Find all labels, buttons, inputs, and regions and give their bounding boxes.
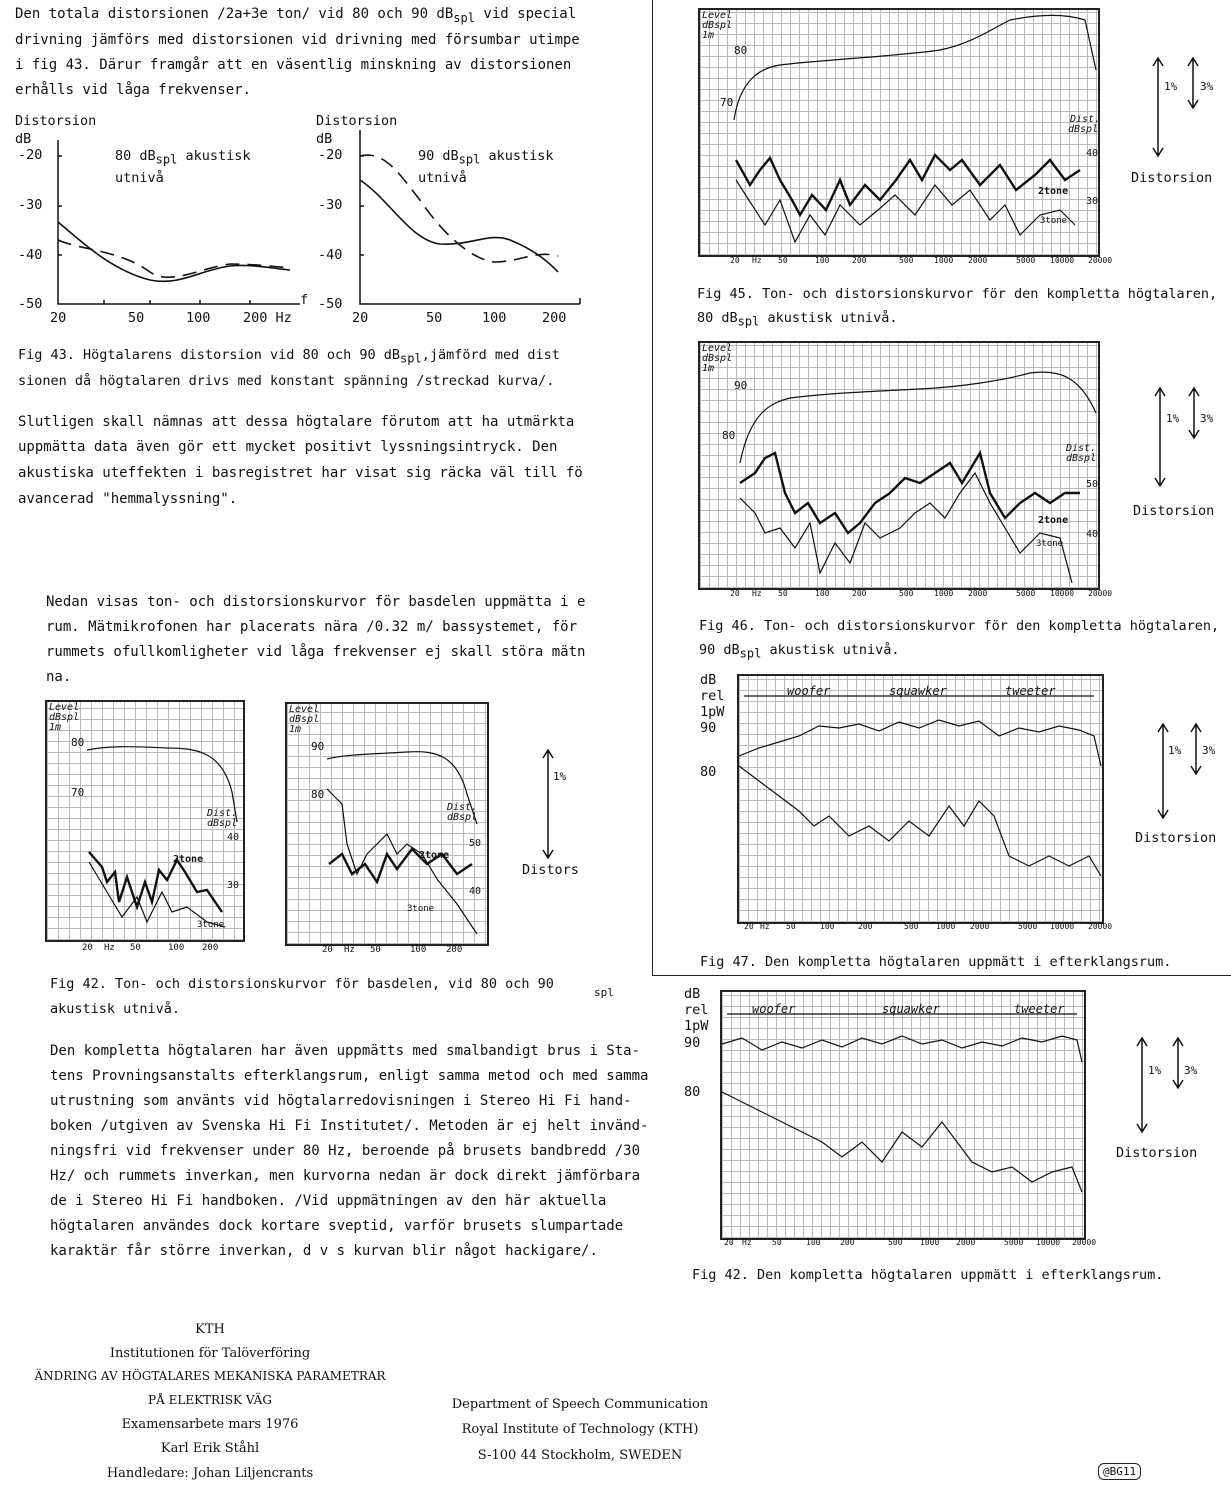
- fig46-xtick: 50: [778, 589, 788, 598]
- fig42-right-level: Level: [289, 704, 320, 715]
- fig46-caption-1: Fig 46. Ton- och distorsionskurvor för den kompletta högtalaren,: [699, 618, 1220, 634]
- fig43-left-yunit: dB: [15, 131, 32, 147]
- para4-line-9: karaktär får större inverkan, d v s kurvan blir något hackigare/.: [50, 1243, 598, 1259]
- para4-line-8: högtalaren användes dock kortare sveptid, varför brusets slumpartade: [50, 1218, 624, 1234]
- fig46-xtick: 5000: [1016, 589, 1036, 598]
- footer-left-line: Examensarbete mars 1976: [121, 1417, 299, 1432]
- fig47-band-woofer: woofer: [787, 684, 831, 698]
- fig42b-band-squawker: squawker: [882, 1002, 940, 1016]
- fig45-1m: 1m: [702, 30, 715, 41]
- intro-line-4: erhålls vid låga frekvenser.: [15, 82, 252, 98]
- fig42-xtick: 100: [168, 943, 185, 953]
- fig42-pct: 1%: [553, 770, 567, 783]
- fig43-left-xtick: 20: [50, 310, 67, 326]
- fig42-left-r30: 30: [227, 880, 240, 891]
- para4-line-3: utrustning som använts vid högtalarredovisningen i Stereo Hi Fi hand-: [50, 1093, 632, 1109]
- fig42-caption-2: akustisk utnivå.: [50, 1001, 181, 1017]
- para4-line-7: de i Stereo Hi Fi handboken. /Vid uppmätningen av den här aktuella: [50, 1193, 607, 1209]
- fig45-3tone: 3tone: [1040, 216, 1068, 226]
- fig46-1m: 1m: [702, 363, 715, 374]
- fig42b-y-label: rel: [684, 1002, 709, 1018]
- fig42-xtick: 100: [410, 945, 427, 955]
- fig45-level: Level: [702, 10, 733, 21]
- intro-line-3: i fig 43. Därur framgår att en väsentlig minskning av distorsionen: [15, 57, 572, 73]
- fig43-left-f: f: [300, 292, 309, 308]
- fig42b-xtick: 500: [888, 1238, 903, 1247]
- fig45-curves: [700, 10, 1101, 255]
- fig43-left-xtick: 200 Hz: [243, 310, 292, 326]
- spl-subscript: spl: [453, 10, 475, 25]
- fig42-scale-arrow: [540, 748, 560, 868]
- fig42-left-r40: 40: [227, 832, 240, 843]
- fig45-pct1: 1%: [1164, 80, 1178, 93]
- fig45-scale-1pct: [1150, 56, 1170, 166]
- fig42-left-2tone: 2tone: [173, 854, 204, 865]
- fig46-xtick: 2000: [968, 589, 988, 598]
- fig42b-xtick: 2000: [956, 1238, 976, 1247]
- fig43-right-ylabel: Distorsion: [316, 113, 398, 129]
- fig43-right-yunit: dB: [316, 131, 333, 147]
- intro-line-2: drivning jämförs med distorsionen vid drivning med försumbar utimpe: [15, 32, 580, 48]
- fig42-right-r50: 50: [469, 838, 482, 849]
- intro-tail: vid special: [483, 6, 577, 22]
- footer-left-line: KTH: [195, 1322, 225, 1337]
- fig47-xtick: 10000: [1050, 922, 1075, 931]
- fig42-xtick: Hz: [104, 943, 115, 953]
- fig42-left-chart: [45, 700, 245, 942]
- fig42-left-dist: Dist.: [207, 808, 238, 819]
- fig46-curves: [700, 343, 1098, 588]
- fig46-2tone: 2tone: [1038, 515, 1069, 526]
- fig47-xtick: 20000: [1088, 922, 1113, 931]
- fig46-r40: 40: [1086, 529, 1099, 540]
- fig42b-xtick: 100: [806, 1238, 821, 1247]
- fig42-left-level: Level: [49, 702, 80, 713]
- fig42b-xtick: 1000: [920, 1238, 940, 1247]
- fig46-xtick: 10000: [1050, 589, 1075, 598]
- fig47-xtick: 5000: [1018, 922, 1038, 931]
- intro-text: Den totala distorsionen /2a+3e ton/ vid 80 och 90 dB: [15, 6, 454, 22]
- fig45-chart: [698, 8, 1100, 257]
- fig45-xtick: 20000: [1088, 256, 1113, 265]
- fig43-left-ytick: -50: [18, 296, 43, 312]
- fig43-left-note3: utnivå: [115, 170, 164, 186]
- right-column-border: [652, 0, 653, 976]
- fig46-dist2: dBspl: [1066, 453, 1097, 464]
- fig42-left-1m: 1m: [49, 722, 62, 733]
- fig42b-side-label: Distorsion: [1116, 1145, 1198, 1161]
- fig42-right-dist: Dist.: [447, 802, 478, 813]
- fig47-xtick: 1000: [936, 922, 956, 931]
- fig47-y-label: 90: [700, 720, 717, 736]
- fig42-caption-1: Fig 42. Ton- och distorsionskurvor för basdelen, vid 80 och 90: [50, 976, 554, 992]
- fig45-xtick: 1000: [934, 256, 954, 265]
- fig46-xtick: 200: [852, 589, 867, 598]
- para3-line-1: Nedan visas ton- och distorsionskurvor för basdelen uppmätta i e: [46, 594, 586, 610]
- fig43-left-ytick: -40: [18, 247, 43, 263]
- fig45-r40: 40: [1086, 148, 1099, 159]
- fig47-pct3: 3%: [1202, 744, 1216, 757]
- fig45-dist: Dist.: [1070, 114, 1101, 125]
- fig43-caption-1: Fig 43. Högtalarens distorsion vid 80 och 90 $dB_{spl},jämförd$ med dist: [18, 347, 560, 366]
- fig45-xtick: 100: [815, 256, 830, 265]
- para4-line-5: ningsfri vid frekvenser under 80 Hz, beroende på brusets bandbredd /30: [50, 1143, 641, 1159]
- fig45-xtick: 10000: [1050, 256, 1075, 265]
- fig47-side-label: Distorsion: [1135, 830, 1217, 846]
- para3-line-3: rummets ofullkomligheter vid låga frekvenser ej skall störa mätn: [46, 644, 586, 660]
- para2-line-1: Slutligen skall nämnas att dessa högtalare förutom att ha utmärkta: [18, 414, 575, 430]
- fig45-caption-2: 80 $dB_{spl}$ akustisk utnivå.: [697, 310, 898, 329]
- page-badge: @BG11: [1098, 1463, 1141, 1480]
- fig42b-scale-1pct: [1134, 1036, 1154, 1141]
- fig47-xtick: 500: [904, 922, 919, 931]
- fig46-xtick: 20: [730, 589, 740, 598]
- fig43-caption-2: sionen då högtalaren drivs med konstant spänning /streckad kurva/.: [18, 373, 555, 389]
- fig45-dist2: dBspl: [1068, 124, 1099, 135]
- fig42-right-chart: [285, 702, 489, 946]
- fig45-xtick: 5000: [1016, 256, 1036, 265]
- fig46-dist: Dist.: [1066, 443, 1097, 454]
- fig47-y-label: rel: [700, 688, 725, 704]
- fig42b-y-label: 80: [684, 1084, 701, 1100]
- para4-line-6: Hz/ och rummets inverkan, men kurvorna nedan är dock direkt jämförbara: [50, 1168, 641, 1184]
- footer-left-line: ÄNDRING AV HÖGTALARES MEKANISKA PARAMETRAR: [34, 1369, 386, 1383]
- fig42-left-dbspl: dBspl: [49, 712, 80, 723]
- fig47-xtick: 50: [786, 922, 796, 931]
- fig45-caption-1: Fig 45. Ton- och distorsionskurvor för den kompletta högtalaren,: [697, 286, 1218, 302]
- fig46-caption-2: 90 $dB_{spl}$ akustisk utnivå.: [699, 642, 900, 661]
- fig45-xtick: 20: [730, 256, 740, 265]
- fig42b-chart: [720, 990, 1086, 1240]
- fig42-right-dist2: dBspl: [447, 812, 478, 823]
- fig46-pct3: 3%: [1200, 412, 1214, 425]
- fig47-xtick: 20: [744, 922, 754, 931]
- fig42-right-dbspl: dBspl: [289, 714, 320, 725]
- fig42-right-3tone: 3tone: [407, 904, 435, 914]
- fig42-xtick: 50: [370, 945, 381, 955]
- footer-mid-line: S-100 44 Stockholm, SWEDEN: [477, 1448, 683, 1463]
- fig42-right-2tone: 2tone: [419, 850, 450, 861]
- fig45-top: 80: [734, 44, 748, 57]
- fig42b-xtick: 50: [772, 1238, 782, 1247]
- fig43-right-plot: [0, 0, 300, 200]
- para4-line-4: boken /utgiven av Svenska Hi Fi Institutet/. Metoden är ej helt invänd-: [50, 1118, 649, 1134]
- right-column-bottom-border: [652, 975, 1231, 976]
- fig46-xtick: 1000: [934, 589, 954, 598]
- fig45-2tone: 2tone: [1038, 186, 1069, 197]
- fig46-top: 90: [734, 379, 748, 392]
- footer-mid-line: Royal Institute of Technology (KTH): [461, 1422, 699, 1437]
- fig42-side-label: Distors: [522, 862, 579, 878]
- fig42b-curves: [722, 992, 1084, 1238]
- para2-line-4: avancerad "hemmalyssning".: [18, 491, 238, 507]
- fig47-pct1: 1%: [1168, 744, 1182, 757]
- fig43-left-ytick: -30: [18, 197, 43, 213]
- fig47-y-label: 80: [700, 764, 717, 780]
- fig43-left-xtick: 50: [128, 310, 145, 326]
- fig46-xtick: Hz: [752, 589, 762, 598]
- fig47-y-label: 1pW: [700, 704, 725, 720]
- fig42b-xtick: 10000: [1036, 1238, 1061, 1247]
- fig47-y-label: dB: [700, 672, 717, 688]
- fig42-right-r40: 40: [469, 886, 482, 897]
- fig46-xtick: 100: [815, 589, 830, 598]
- fig46-scale-1pct: [1152, 386, 1172, 496]
- fig42b-xtick: 20: [724, 1238, 734, 1247]
- fig43-right-ytick: -40: [318, 247, 343, 263]
- footer-left-line: PÅ ELEKTRISK VÄG: [148, 1393, 272, 1407]
- fig43-right-xtick: 50: [426, 310, 443, 326]
- fig47-caption: Fig 47. Den kompletta högtalaren uppmätt i efterklangsrum.: [700, 954, 1172, 970]
- para3-line-4: na.: [46, 669, 72, 685]
- fig42b-band-tweeter: tweeter: [1014, 1002, 1065, 1016]
- fig43-right-ytick: -50: [318, 296, 343, 312]
- fig45-xtick: 200: [852, 256, 867, 265]
- fig47-scale-1pct: [1155, 722, 1175, 827]
- fig46-xtick: 20000: [1088, 589, 1113, 598]
- para4-line-1: Den kompletta högtalaren har även uppmätts med smalbandigt brus i Sta-: [50, 1043, 641, 1059]
- fig42-xtick: 200: [446, 945, 463, 955]
- fig43-left-xtick: 100: [186, 310, 211, 326]
- fig46-side-label: Distorsion: [1133, 503, 1215, 519]
- fig42b-y-label: 1pW: [684, 1018, 709, 1034]
- fig45-dbspl: dBspl: [702, 20, 733, 31]
- fig42-xtick: Hz: [344, 945, 355, 955]
- fig45-pct3: 3%: [1200, 80, 1214, 93]
- fig42-xtick: 20: [82, 943, 93, 953]
- fig42-caption-spl: spl: [594, 986, 614, 999]
- fig45-xtick: Hz: [752, 256, 762, 265]
- fig45-xtick: 500: [899, 256, 914, 265]
- fig47-band-squawker: squawker: [889, 684, 947, 698]
- fig46-mid: 80: [722, 429, 736, 442]
- fig47-xtick: 200: [858, 922, 873, 931]
- fig43-left-ylabel: Distorsion: [15, 113, 97, 129]
- fig42-xtick: 200: [202, 943, 219, 953]
- fig47-xtick: 100: [820, 922, 835, 931]
- fig45-mid: 70: [720, 96, 734, 109]
- fig46-r50: 50: [1086, 479, 1099, 490]
- fig42b-xtick: 200: [840, 1238, 855, 1247]
- para4-line-2: tens Provningsanstalts efterklangsrum, enligt samma metod och med samma: [50, 1068, 649, 1084]
- fig42-left-3tone: 3tone: [197, 920, 225, 930]
- para3-line-2: rum. Mätmikrofonen har placerats nära /0.32 m/ bassystemet, för: [46, 619, 578, 635]
- fig45-r30: 30: [1086, 196, 1099, 207]
- fig42b-y-label: 90: [684, 1035, 701, 1051]
- fig42-right-top: 90: [311, 740, 325, 753]
- fig42b-xtick: 20000: [1072, 1238, 1097, 1247]
- fig46-3tone: 3tone: [1036, 539, 1064, 549]
- fig42b-xtick: 5000: [1004, 1238, 1024, 1247]
- fig42b-pct3: 3%: [1184, 1064, 1198, 1077]
- para2-line-3: akustiska uteffekten i basregistret har visat sig räcka väl till fö: [18, 465, 583, 481]
- fig47-curves: [739, 676, 1102, 922]
- fig47-xtick: 2000: [970, 922, 990, 931]
- fig46-level: Level: [702, 343, 733, 354]
- fig43-right-note: 90 $dB_{spl}$ akustisk: [418, 148, 554, 167]
- fig42-right-mid: 80: [311, 788, 325, 801]
- footer-left-line: Karl Erik Ståhl: [160, 1441, 260, 1456]
- fig45-xtick: 2000: [968, 256, 988, 265]
- fig42b-caption: Fig 42. Den kompletta högtalaren uppmätt i efterklangsrum.: [692, 1267, 1164, 1283]
- footer-mid-line: Department of Speech Communication: [451, 1397, 709, 1412]
- footer-left-line: Institutionen för Talöverföring: [109, 1346, 311, 1361]
- fig45-xtick: 50: [778, 256, 788, 265]
- fig43-right-ytick: -30: [318, 197, 343, 213]
- fig42-xtick: 50: [130, 943, 141, 953]
- fig43-right-note3: utnivå: [418, 170, 467, 186]
- fig43-right-ytick: -20: [318, 147, 343, 163]
- fig42-left-mid: 70: [71, 786, 85, 799]
- fig42b-y-label: dB: [684, 986, 701, 1002]
- fig43-right-xtick: 100: [482, 310, 507, 326]
- fig46-chart: [698, 341, 1100, 590]
- fig42b-pct1: 1%: [1148, 1064, 1162, 1077]
- fig47-xtick: Hz: [760, 922, 770, 931]
- fig46-dbspl: dBspl: [702, 353, 733, 364]
- fig42-right-1m: 1m: [289, 724, 302, 735]
- fig42-xtick: 20: [322, 945, 333, 955]
- fig43-left-ytick: -20: [18, 147, 43, 163]
- fig43-right-xtick: 200: [542, 310, 567, 326]
- fig42b-xtick: Hz: [742, 1238, 752, 1247]
- footer-left-line: Handledare: Johan Liljencrants: [106, 1466, 314, 1481]
- fig43-right-xtick: 20: [352, 310, 369, 326]
- fig45-side-label: Distorsion: [1131, 170, 1213, 186]
- fig43-left-note: 80 $dB_{spl}$ akustisk: [115, 148, 251, 167]
- fig47-band-tweeter: tweeter: [1005, 684, 1056, 698]
- fig42b-band-woofer: woofer: [752, 1002, 796, 1016]
- fig47-chart: [737, 674, 1104, 924]
- fig46-pct1: 1%: [1166, 412, 1180, 425]
- fig42-left-top: 80: [71, 736, 85, 749]
- fig42-left-dist2: dBspl: [207, 818, 238, 829]
- fig46-xtick: 500: [899, 589, 914, 598]
- para2-line-2: uppmätta data även gör ett mycket positivt lyssningsintryck. Den: [18, 439, 558, 455]
